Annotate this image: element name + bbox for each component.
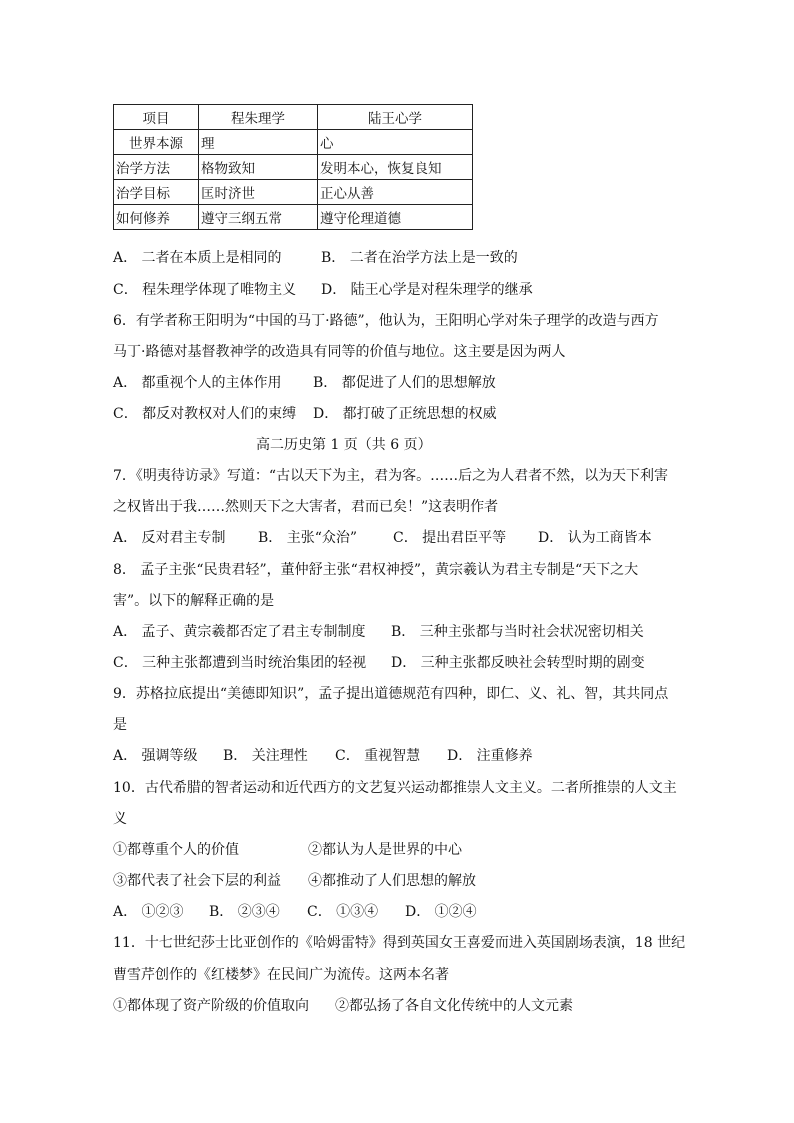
q9-options-row xyxy=(113,746,533,766)
q10-option-a[interactable]: A． ①②③ xyxy=(113,904,184,920)
table-cell: 格物致知 xyxy=(199,155,318,180)
q5-option-b[interactable]: B． 二者在治学方法上是一致的 xyxy=(321,250,518,266)
q11-statements-row xyxy=(113,996,573,1016)
q10-options-row xyxy=(113,902,477,922)
table-row xyxy=(114,130,473,155)
table-cell: 发明本心，恢复良知 xyxy=(318,155,473,180)
table-cell: 如何修养 xyxy=(114,205,199,230)
q9-stem-line-1: 9．苏格拉底提出“美德即知识”，孟子提出道德规范有四种，即仁、义、礼、智，其共同点 xyxy=(113,686,669,702)
q6-stem-line-2: 马丁·路德对基督教神学的改造具有同等的价值与地位。这主要是因为两人 xyxy=(113,344,566,360)
table-cell: 世界本源 xyxy=(114,130,199,155)
table-header-row xyxy=(114,105,473,130)
q8-stem-line-2: 害”。以下的解释正确的是 xyxy=(113,593,275,609)
q8-options-row-1 xyxy=(113,622,644,642)
q6-option-d[interactable]: D． 都打破了正统思想的权威 xyxy=(313,406,497,422)
q6-stem-line-1: 6．有学者称王阳明为“中国的马丁·路德”，他认为，王阳明心学对朱子理学的改造与西方 xyxy=(113,313,659,329)
table-cell: 匡时济世 xyxy=(199,180,318,205)
table-cell: 正心从善 xyxy=(318,180,473,205)
table-cell: 理 xyxy=(199,130,318,155)
table-cell: 治学方法 xyxy=(114,155,199,180)
q6-options-row-1 xyxy=(113,373,496,393)
q10-stem-line-1: 10．古代希腊的智者运动和近代西方的文艺复兴运动都推崇人文主义。二者所推崇的人文主 xyxy=(113,780,677,796)
q8-stem-line-1: 8． 孟子主张“民贵君轻”，董仲舒主张“君权神授”，黄宗羲认为君主专制是“天下之大 xyxy=(113,562,639,578)
table-cell: 心 xyxy=(318,130,473,155)
q8-options-row-2 xyxy=(113,653,645,673)
q8-option-b[interactable]: B． 三种主张都与当时社会状况密切相关 xyxy=(391,624,644,640)
page-footer: 高二历史第 1 页（共 6 页） xyxy=(256,437,432,453)
q7-option-d[interactable]: D． 认为工商皆本 xyxy=(538,530,652,546)
table-header-cell: 程朱理学 xyxy=(199,105,318,130)
q10-option-b[interactable]: B． ②③④ xyxy=(209,904,280,920)
q10-stem-line-2: 义 xyxy=(113,811,127,827)
q10-statement-2: ②都认为人是世界的中心 xyxy=(308,842,462,858)
q5-option-c[interactable]: C． 程朱理学体现了唯物主义 xyxy=(113,282,297,298)
table-cell: 遵守伦理道德 xyxy=(318,205,473,230)
q8-option-a[interactable]: A． 孟子、黄宗羲都否定了君主专制制度 xyxy=(113,624,366,640)
q10-statement-4: ④都推动了人们思想的解放 xyxy=(308,873,476,889)
q7-stem-line-2: 之权皆出于我……然则天下之大害者，君而已矣！”这表明作者 xyxy=(113,499,499,515)
q8-option-d[interactable]: D． 三种主张都反映社会转型时期的剧变 xyxy=(391,655,645,671)
q11-statement-1: ①都体现了资产阶级的价值取向 xyxy=(113,998,309,1014)
q7-option-c[interactable]: C． 提出君臣平等 xyxy=(393,530,507,546)
q7-option-a[interactable]: A． 反对君主专制 xyxy=(113,530,226,546)
q6-option-a[interactable]: A． 都重视个人的主体作用 xyxy=(113,375,282,391)
q9-option-d[interactable]: D． 注重修养 xyxy=(447,748,533,764)
q11-statement-2: ②都弘扬了各自文化传统中的人文元素 xyxy=(335,998,573,1014)
q6-options-row-2 xyxy=(113,404,497,424)
q7-stem-line-1: 7．《明夷待访录》写道：“古以天下为主，君为客。……后之为人君者不然，以为天下利害 xyxy=(113,468,669,484)
table-header-cell: 项目 xyxy=(114,105,199,130)
q10-statement-3: ③都代表了社会下层的利益 xyxy=(113,873,281,889)
table-cell: 治学目标 xyxy=(114,180,199,205)
q9-option-b[interactable]: B． 关注理性 xyxy=(223,748,308,764)
q5-option-d[interactable]: D． 陆王心学是对程朱理学的继承 xyxy=(321,282,533,298)
q10-statements-row-2 xyxy=(113,871,476,891)
q10-option-d[interactable]: D． ①②④ xyxy=(405,904,477,920)
q6-option-c[interactable]: C． 都反对教权对人们的束缚 xyxy=(113,406,297,422)
table-header-cell: 陆王心学 xyxy=(318,105,473,130)
q9-stem-line-2: 是 xyxy=(113,717,127,733)
q11-stem-line-1: 11．十七世纪莎士比亚创作的《哈姆雷特》得到英国女王喜爱而进入英国剧场表演，18 世纪 xyxy=(113,935,686,951)
q5-options-row-2 xyxy=(113,280,533,300)
q11-stem-line-2: 曹雪芹创作的《红楼梦》在民间广为流传。这两本名著 xyxy=(113,967,449,983)
table-row xyxy=(114,155,473,180)
q10-option-c[interactable]: C． ①③④ xyxy=(307,904,379,920)
q10-statement-1: ①都尊重个人的价值 xyxy=(113,842,239,858)
q10-statements-row-1 xyxy=(113,840,462,860)
q8-option-c[interactable]: C． 三种主张都遭到当时统治集团的轻视 xyxy=(113,655,367,671)
q5-options-row-1 xyxy=(113,248,518,268)
table-cell: 遵守三纲五常 xyxy=(199,205,318,230)
table-row xyxy=(114,205,473,230)
q5-option-a[interactable]: A． 二者在本质上是相同的 xyxy=(113,250,282,266)
q7-option-b[interactable]: B． 主张“众治” xyxy=(258,530,358,546)
comparison-table xyxy=(113,104,473,230)
q9-option-c[interactable]: C． 重视智慧 xyxy=(335,748,421,764)
q6-option-b[interactable]: B． 都促进了人们的思想解放 xyxy=(313,375,496,391)
table-row xyxy=(114,180,473,205)
q9-option-a[interactable]: A． 强调等级 xyxy=(113,748,198,764)
q7-options-row xyxy=(113,528,652,548)
